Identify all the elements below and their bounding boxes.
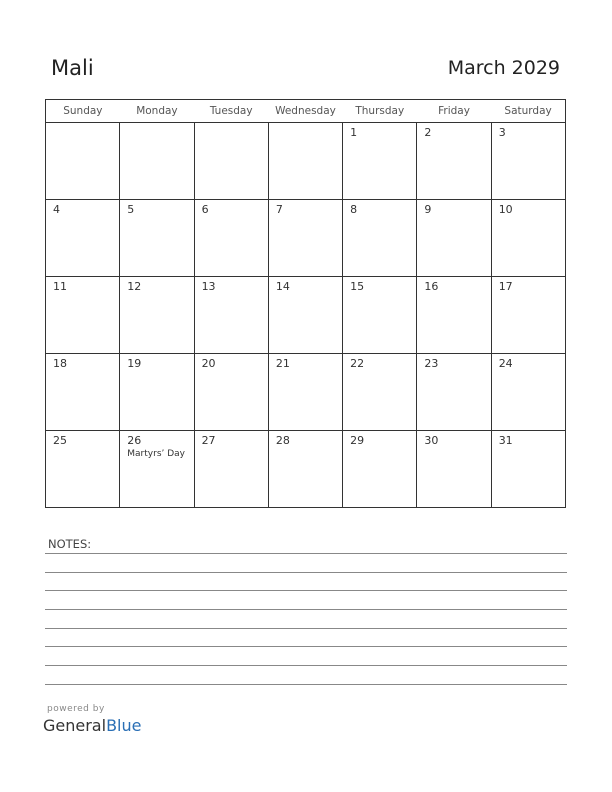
note-line	[45, 609, 567, 610]
day-number: 18	[53, 357, 67, 370]
day-number: 11	[53, 280, 67, 293]
brand-name-part2: Blue	[106, 716, 142, 735]
day-number: 15	[350, 280, 365, 293]
day-cell	[491, 200, 565, 277]
day-number: 14	[275, 280, 290, 293]
day-number: 29	[350, 434, 365, 447]
day-number: 22	[350, 357, 365, 370]
day-number: 27	[201, 434, 216, 447]
day-number: 6	[201, 203, 209, 216]
day-cell	[194, 277, 268, 354]
week-row	[46, 200, 566, 277]
day-number: 24	[498, 357, 513, 370]
note-line	[45, 590, 567, 591]
brand-logo	[43, 716, 141, 735]
day-cell	[491, 354, 565, 431]
day-number: 13	[201, 280, 216, 293]
day-cell	[417, 200, 491, 277]
day-number: 12	[127, 280, 142, 293]
day-number: 19	[127, 357, 142, 370]
day-number: 8	[350, 203, 358, 216]
notes-label: NOTES:	[48, 537, 92, 551]
weekday-header-row	[46, 100, 566, 123]
week-row	[46, 431, 566, 508]
day-number: 23	[424, 357, 439, 370]
note-line	[45, 628, 567, 629]
day-cell	[46, 123, 120, 200]
day-cell	[120, 354, 194, 431]
powered-by-text: powered by	[47, 704, 105, 714]
day-cell	[343, 123, 417, 200]
day-cell	[491, 431, 565, 508]
day-number: 7	[275, 203, 283, 216]
day-cell	[120, 277, 194, 354]
day-cell	[268, 277, 342, 354]
note-line	[45, 684, 567, 685]
day-cell	[194, 431, 268, 508]
day-number: 26	[127, 434, 142, 447]
day-cell	[194, 354, 268, 431]
day-cell	[268, 354, 342, 431]
day-number: 16	[424, 280, 439, 293]
day-cell	[46, 277, 120, 354]
day-cell	[417, 277, 491, 354]
day-number: 31	[498, 434, 513, 447]
day-cell	[194, 123, 268, 200]
day-number: 1	[350, 126, 358, 139]
note-line	[45, 572, 567, 573]
day-number: 10	[498, 203, 513, 216]
calendar-grid	[45, 99, 566, 508]
day-cell	[120, 200, 194, 277]
weekday-header: Wednesday	[268, 100, 342, 123]
day-cell	[46, 200, 120, 277]
day-cell	[417, 123, 491, 200]
day-cell	[120, 123, 194, 200]
weekday-header: Thursday	[343, 100, 417, 123]
day-number: 30	[424, 434, 439, 447]
day-cell	[417, 354, 491, 431]
weekday-header: Tuesday	[194, 100, 268, 123]
day-cell	[343, 431, 417, 508]
day-number: 3	[498, 126, 506, 139]
week-row	[46, 354, 566, 431]
day-cell	[491, 277, 565, 354]
holiday-label: Martyrs’ Day	[127, 449, 185, 459]
weekday-header: Sunday	[46, 100, 120, 123]
day-number: 28	[275, 434, 290, 447]
brand-name-part1: General	[43, 716, 107, 735]
weekday-header: Saturday	[491, 100, 565, 123]
day-cell	[343, 354, 417, 431]
day-number: 2	[424, 126, 432, 139]
week-row	[46, 277, 566, 354]
week-row	[46, 123, 566, 200]
day-number: 25	[53, 434, 67, 447]
day-cell	[268, 200, 342, 277]
country-title: Mali	[51, 56, 94, 80]
day-cell	[268, 431, 342, 508]
note-line	[45, 553, 567, 554]
day-cell	[417, 431, 491, 508]
day-cell	[46, 354, 120, 431]
day-number: 4	[53, 203, 60, 216]
day-cell	[343, 200, 417, 277]
note-line	[45, 665, 567, 666]
day-number: 20	[201, 357, 216, 370]
weekday-header: Monday	[120, 100, 194, 123]
day-cell	[46, 431, 120, 508]
day-cell	[120, 431, 194, 508]
day-cell	[491, 123, 565, 200]
day-cell	[343, 277, 417, 354]
day-cell	[194, 200, 268, 277]
weekday-header: Friday	[417, 100, 491, 123]
day-cell	[268, 123, 342, 200]
day-number: 21	[275, 357, 290, 370]
note-line	[45, 646, 567, 647]
day-number: 17	[498, 280, 513, 293]
day-number: 5	[127, 203, 135, 216]
day-number: 9	[424, 203, 432, 216]
month-year-title: March 2029	[447, 57, 560, 79]
